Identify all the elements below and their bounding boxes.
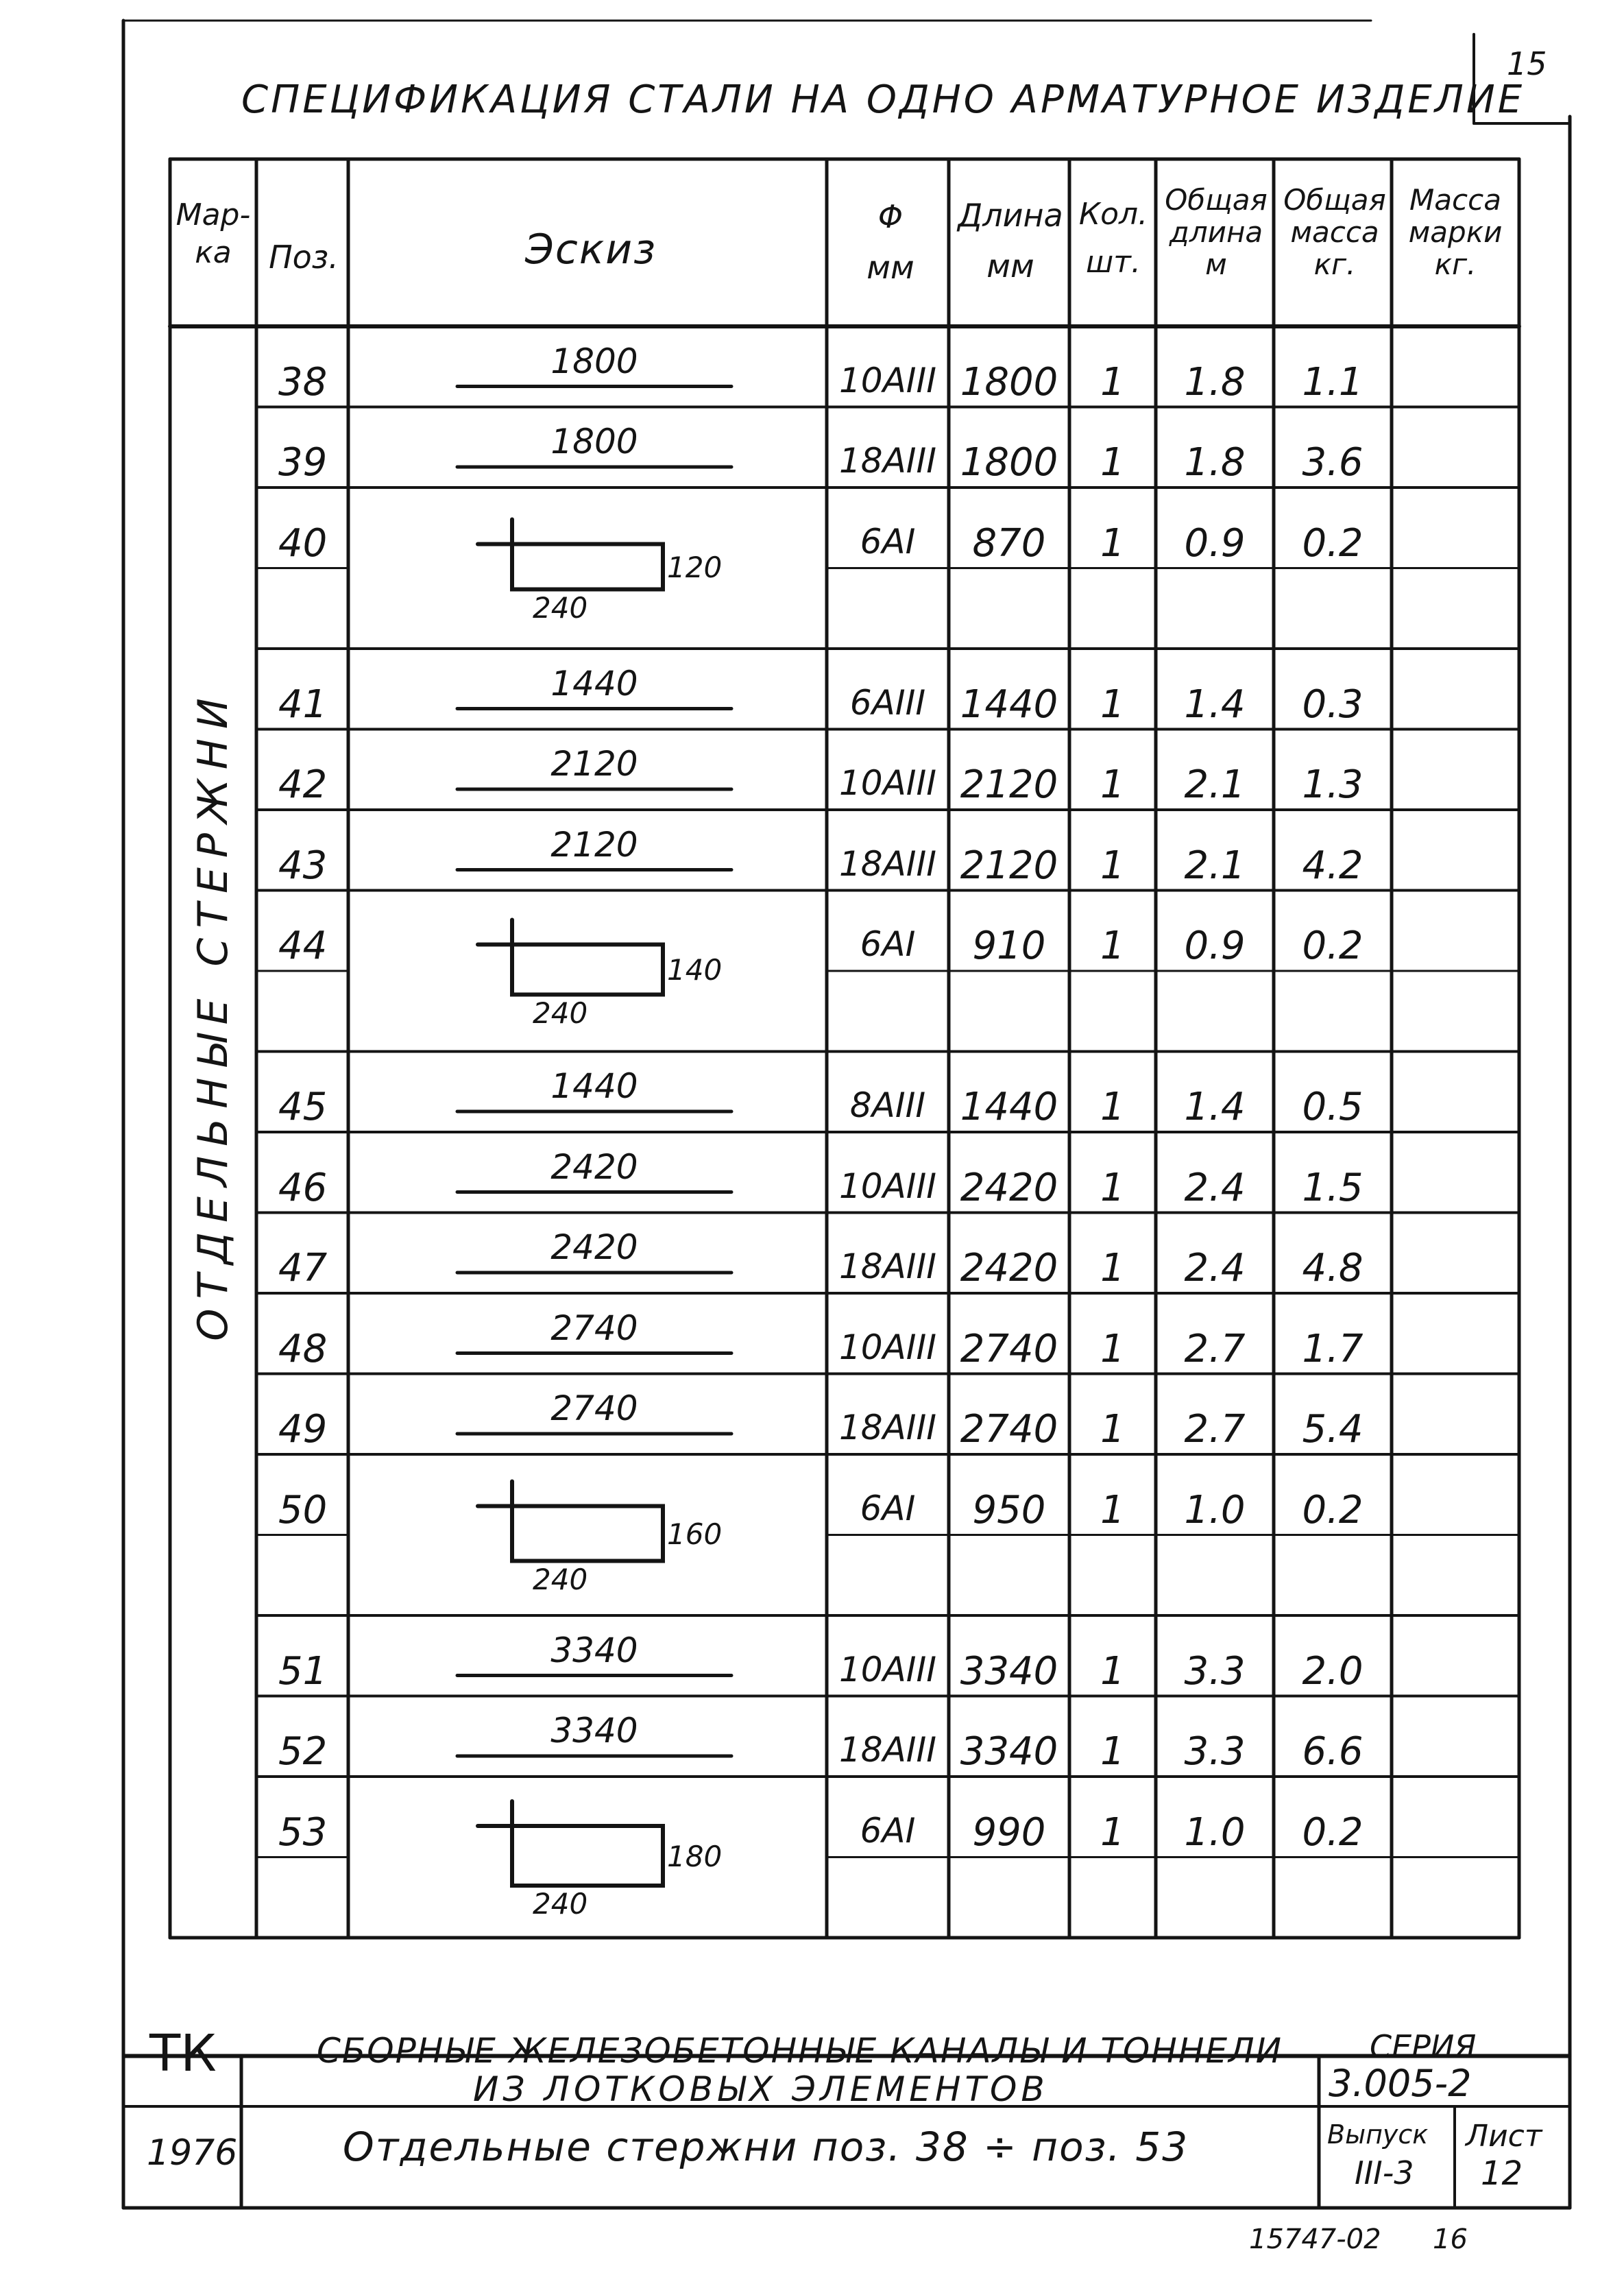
header-pos: Поз. [269, 239, 339, 276]
header-qty-unit: шт. [1086, 245, 1141, 280]
row-40-total-length: 0.9 [1184, 520, 1246, 566]
row-50-qty: 1 [1100, 1487, 1125, 1532]
row-40-total-mass: 0.2 [1302, 520, 1364, 566]
row-43-length: 2120 [960, 843, 1058, 888]
row-45-total-length: 1.4 [1184, 1085, 1246, 1129]
row-49-qty: 1 [1100, 1407, 1125, 1452]
stamp-year: 1976 [147, 2132, 238, 2174]
header-total-mass-unit: кг. [1313, 248, 1356, 282]
row-42-diameter: 10AIII [838, 763, 937, 803]
row-40-length: 870 [972, 520, 1046, 566]
row-49-total-mass: 5.4 [1302, 1407, 1364, 1452]
header-mark-line1: Мар- [175, 197, 251, 232]
header-mark-mass-line1: Масса [1409, 183, 1501, 217]
row-53-qty: 1 [1100, 1809, 1125, 1855]
row-49-total-length: 2.7 [1184, 1407, 1246, 1452]
row-40-pos: 40 [278, 520, 328, 566]
row-48-diameter: 10AIII [838, 1327, 937, 1367]
sketch-label-52: 3340 [550, 1711, 638, 1751]
row-38-total-length: 1.8 [1184, 359, 1246, 405]
row-39-total-mass: 3.6 [1302, 440, 1364, 485]
row-38-length: 1800 [960, 359, 1058, 405]
row-51-total-length: 3.3 [1184, 1648, 1246, 1694]
row-52-length: 3340 [960, 1729, 1058, 1774]
sketch-frame-44 [512, 945, 663, 995]
sketch-label-38: 1800 [550, 341, 638, 381]
row-53-length: 990 [972, 1809, 1046, 1855]
row-46-diameter: 10AIII [838, 1166, 937, 1206]
row-42-total-length: 2.1 [1184, 762, 1246, 807]
row-52-total-mass: 6.6 [1302, 1729, 1364, 1774]
row-48-length: 2740 [960, 1326, 1058, 1371]
row-45-diameter: 8AIII [849, 1085, 926, 1125]
page-number: 15 [1507, 45, 1547, 82]
sketch-label-39: 1800 [550, 422, 638, 461]
row-47-total-mass: 4.8 [1302, 1246, 1364, 1290]
row-44-qty: 1 [1100, 924, 1125, 968]
row-44-diameter: 6AI [860, 924, 916, 964]
row-53-total-length: 1.0 [1184, 1809, 1246, 1855]
row-40-qty: 1 [1100, 520, 1125, 566]
header-total-mass-line1: Общая [1283, 183, 1386, 217]
row-38-pos: 38 [278, 359, 328, 405]
row-53-pos: 53 [278, 1809, 328, 1855]
sketch-height-53: 180 [667, 1839, 723, 1873]
sketch-width-44: 240 [533, 996, 588, 1030]
stamp-series-label: СЕРИЯ [1370, 2028, 1477, 2065]
row-47-length: 2420 [960, 1246, 1058, 1290]
row-48-pos: 48 [278, 1326, 328, 1371]
row-44-total-mass: 0.2 [1302, 924, 1364, 968]
sketch-label-47: 2420 [550, 1227, 638, 1267]
header-qty [1071, 191, 1156, 287]
header-total-length-line1: Общая [1165, 183, 1268, 217]
row-41-diameter: 6AIII [849, 682, 926, 723]
sketch-frame-40 [512, 544, 663, 590]
row-53-total-mass: 0.2 [1302, 1809, 1364, 1855]
header-mark-line2: ка [195, 235, 232, 270]
row-39-pos: 39 [278, 440, 328, 485]
row-38-total-mass: 1.1 [1302, 359, 1364, 405]
row-42-pos: 42 [278, 762, 328, 807]
stamp-sheet-value: 12 [1481, 2154, 1523, 2193]
row-42-length: 2120 [960, 762, 1058, 807]
header-qty-label: Кол. [1078, 197, 1148, 232]
sketch-label-45: 1440 [550, 1066, 638, 1106]
header-mark-mass-line2: марки [1408, 215, 1503, 250]
row-46-qty: 1 [1100, 1165, 1125, 1210]
row-41-total-length: 1.4 [1184, 682, 1246, 727]
row-52-qty: 1 [1100, 1729, 1125, 1774]
row-45-qty: 1 [1100, 1085, 1125, 1129]
row-46-length: 2420 [960, 1165, 1058, 1210]
row-51-pos: 51 [278, 1648, 328, 1694]
row-52-pos: 52 [278, 1729, 328, 1774]
row-47-total-length: 2.4 [1184, 1246, 1246, 1290]
row-39-length: 1800 [960, 440, 1058, 485]
header-total-length-unit: м [1205, 248, 1227, 282]
sketch-frame-53 [512, 1826, 663, 1886]
row-48-total-mass: 1.7 [1302, 1326, 1364, 1371]
row-38-diameter: 10AIII [838, 360, 937, 400]
row-46-total-mass: 1.5 [1302, 1165, 1364, 1210]
row-50-length: 950 [972, 1487, 1046, 1532]
row-40-diameter: 6AI [860, 521, 916, 562]
header-total-length-line2: длина [1169, 215, 1263, 250]
sketch-label-46: 2420 [550, 1146, 638, 1187]
sketch-label-48: 2740 [550, 1308, 638, 1348]
row-44-total-length: 0.9 [1184, 924, 1246, 968]
row-44-length: 910 [972, 924, 1046, 968]
header-diameter [831, 192, 950, 293]
row-50-diameter: 6AI [860, 1488, 916, 1528]
row-48-qty: 1 [1100, 1326, 1125, 1371]
row-49-pos: 49 [278, 1407, 328, 1452]
row-43-pos: 43 [278, 843, 328, 888]
row-47-diameter: 18AIII [838, 1247, 937, 1286]
row-50-pos: 50 [278, 1487, 328, 1532]
sketch-width-50: 240 [533, 1562, 588, 1596]
header-length-unit: мм [986, 247, 1034, 285]
row-43-qty: 1 [1100, 843, 1125, 888]
sketch-label-42: 2120 [550, 744, 638, 784]
header-mark [173, 196, 254, 272]
sketch-height-40: 120 [667, 550, 723, 584]
row-47-qty: 1 [1100, 1246, 1125, 1290]
row-47-pos: 47 [278, 1246, 328, 1290]
sketch-width-40: 240 [533, 590, 588, 625]
stamp-project-line2: ИЗ ЛОТКОВЫХ ЭЛЕМЕНТОВ [473, 2069, 1049, 2109]
row-52-total-length: 3.3 [1184, 1729, 1246, 1774]
row-50-total-mass: 0.2 [1302, 1487, 1364, 1532]
sketch-height-44: 140 [667, 953, 723, 987]
group-label: ОТДЕЛЬНЫЕ СТЕРЖНИ [189, 688, 237, 1341]
row-46-total-length: 2.4 [1184, 1165, 1246, 1210]
row-42-total-mass: 1.3 [1302, 762, 1364, 807]
row-43-total-mass: 4.2 [1302, 843, 1364, 888]
header-total-mass [1276, 184, 1393, 280]
stamp-issue-label: Выпуск [1327, 2119, 1429, 2150]
row-49-length: 2740 [960, 1407, 1058, 1452]
row-45-length: 1440 [960, 1085, 1058, 1129]
header-diameter-symbol: Φ [877, 198, 904, 235]
row-39-diameter: 18AIII [838, 441, 937, 481]
sketch-width-53: 240 [533, 1887, 588, 1921]
row-42-qty: 1 [1100, 762, 1125, 807]
header-mark-mass [1394, 184, 1516, 280]
row-44-pos: 44 [278, 924, 328, 968]
header-total-length [1157, 184, 1275, 280]
header-sketch: Эскиз [524, 226, 657, 274]
sketch-label-41: 1440 [550, 663, 638, 703]
row-49-diameter: 18AIII [838, 1408, 937, 1447]
header-length-label: Длина [958, 197, 1063, 234]
row-51-diameter: 10AIII [838, 1649, 937, 1689]
sketch-frame-50 [512, 1506, 663, 1561]
row-50-total-length: 1.0 [1184, 1487, 1246, 1532]
row-52-diameter: 18AIII [838, 1730, 937, 1770]
row-48-total-length: 2.7 [1184, 1326, 1246, 1371]
header-length [952, 191, 1069, 291]
row-53-diameter: 6AI [860, 1810, 916, 1851]
row-41-total-mass: 0.3 [1302, 682, 1364, 727]
header-total-mass-line2: масса [1290, 215, 1379, 250]
header-mark-mass-unit: кг. [1434, 248, 1477, 282]
row-43-diameter: 18AIII [838, 843, 937, 884]
stamp-series-value: 3.005-2 [1329, 2062, 1472, 2105]
footer-code: 15747-02 [1249, 2224, 1381, 2255]
stamp-sheet-title: Отдельные стержни поз. 38 ÷ поз. 53 [343, 2124, 1189, 2170]
row-45-total-mass: 0.5 [1302, 1085, 1364, 1129]
row-51-qty: 1 [1100, 1648, 1125, 1694]
header-diameter-unit: мм [866, 248, 914, 286]
sketch-label-51: 3340 [550, 1630, 638, 1670]
row-41-qty: 1 [1100, 682, 1125, 727]
stamp-issue-value: III-3 [1355, 2154, 1414, 2191]
footer-page: 16 [1433, 2224, 1468, 2255]
stamp-org: ТК [149, 2024, 217, 2083]
row-39-qty: 1 [1100, 440, 1125, 485]
row-38-qty: 1 [1100, 359, 1125, 405]
stamp-sheet-label: Лист [1466, 2119, 1542, 2154]
sketch-label-43: 2120 [550, 824, 638, 865]
row-45-pos: 45 [278, 1085, 328, 1129]
row-41-length: 1440 [960, 682, 1058, 727]
stamp-project-line1: СБОРНЫЕ ЖЕЛЕЗОБЕТОННЫЕ КАНАЛЫ И ТОННЕЛИ [317, 2031, 1283, 2071]
page-title: СПЕЦИФИКАЦИЯ СТАЛИ НА ОДНО АРМАТУРНОЕ ИЗДЕЛИЕ [241, 77, 1525, 122]
sketch-height-50: 160 [667, 1517, 723, 1551]
row-46-pos: 46 [278, 1165, 328, 1210]
row-39-total-length: 1.8 [1184, 440, 1246, 485]
sketch-label-49: 2740 [550, 1388, 638, 1428]
row-43-total-length: 2.1 [1184, 843, 1246, 888]
row-51-length: 3340 [960, 1648, 1058, 1694]
row-51-total-mass: 2.0 [1302, 1648, 1364, 1694]
row-41-pos: 41 [278, 682, 328, 727]
